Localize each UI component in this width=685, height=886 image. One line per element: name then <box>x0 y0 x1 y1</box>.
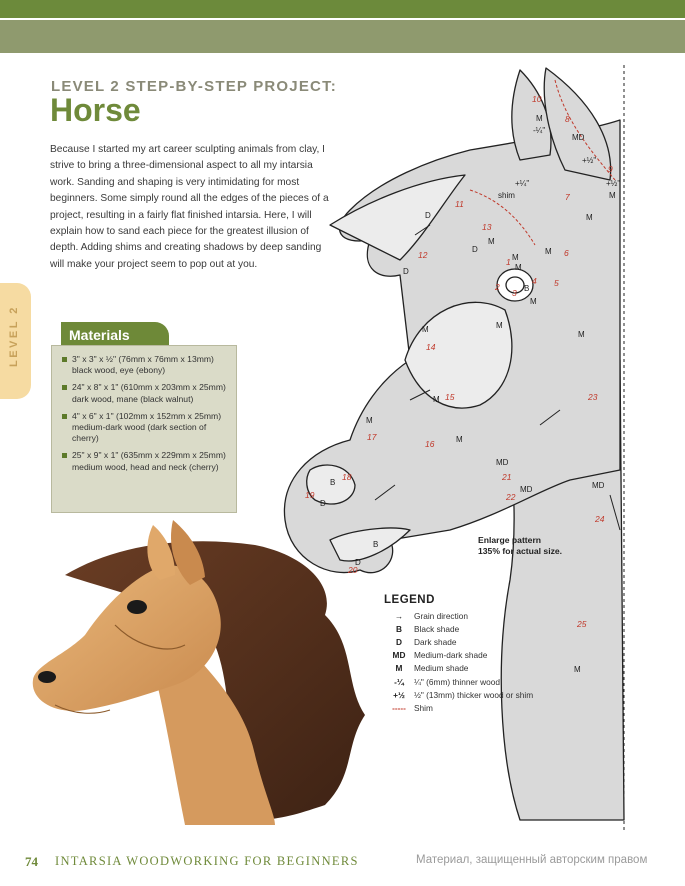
project-kicker: LEVEL 2 STEP-BY-STEP PROJECT: <box>51 78 337 95</box>
shade-mark: +½" <box>582 156 597 165</box>
legend-symbol: +½ <box>393 689 405 700</box>
piece-number: 23 <box>588 392 598 402</box>
legend-symbol: ----- <box>392 702 406 713</box>
shade-mark: B <box>330 478 336 487</box>
materials-item: 24" x 8" x 1" (610mm x 203mm x 25mm) dark wood, mane (black walnut) <box>62 382 230 404</box>
legend-symbol: → <box>394 610 404 621</box>
shade-mark: M <box>545 247 552 256</box>
piece-number: 24 <box>595 514 605 524</box>
piece-number: 20 <box>348 565 358 575</box>
piece-number: 7 <box>565 192 570 202</box>
shade-mark: M <box>515 263 522 272</box>
materials-heading: Materials <box>69 327 130 343</box>
piece-number: 22 <box>506 492 516 502</box>
side-tab-label: LEVEL 2 <box>8 305 20 367</box>
shade-mark: D <box>320 499 326 508</box>
shade-mark: M <box>456 435 463 444</box>
shade-mark: +¼" <box>515 179 530 188</box>
legend-symbol: M <box>395 663 403 674</box>
piece-number: 3 <box>512 288 517 298</box>
intro-paragraph: Because I started my art career sculpting animals from clay, I strive to bring a three-dimensional aspect to all my intarsia work. Sanding and shaping is very intimidating for most beginners. Some simply round all the edges of the pieces of a project, resulting in a fairly flat finished intarsia. Here, I will explain how to sand each piece for the greatest illusion of depth. Adding shims and creating shadows by deep sanding will make your project seem to pop out at you. <box>50 144 329 270</box>
shade-mark: M <box>574 665 581 674</box>
piece-number: 10 <box>532 94 542 104</box>
shade-mark: M <box>586 213 593 222</box>
piece-number: 12 <box>418 250 428 260</box>
page-number: 74 <box>25 854 38 869</box>
enlarge-line-1: Enlarge pattern <box>478 535 542 545</box>
legend-row <box>384 701 533 714</box>
legend-symbol: MD <box>392 650 406 661</box>
shade-mark: B <box>524 284 530 293</box>
shade-mark: M <box>488 237 495 246</box>
piece-number: 25 <box>577 619 587 629</box>
piece-number: 8 <box>565 114 570 124</box>
materials-list <box>62 354 230 473</box>
legend-row <box>384 649 533 662</box>
shade-mark: shim <box>498 191 515 200</box>
shade-mark: M <box>512 253 519 262</box>
shade-mark: D <box>425 211 431 220</box>
piece-number: 16 <box>425 439 435 449</box>
materials-item: 4" x 6" x 1" (102mm x 152mm x 25mm) medium-dark wood (dark section of cherry) <box>62 411 230 445</box>
piece-number: 17 <box>367 432 377 442</box>
enlarge-line-2: 135% for actual size. <box>478 546 563 556</box>
side-tab <box>0 283 31 399</box>
shade-mark: D <box>355 558 361 567</box>
shade-mark: MD <box>496 458 509 467</box>
legend <box>384 594 533 715</box>
piece-number: 13 <box>482 222 492 232</box>
piece-number: 1 <box>506 257 511 267</box>
legend-text: Medium-dark shade <box>414 650 488 661</box>
page-title: Horse <box>50 92 141 128</box>
legend-row <box>384 635 533 648</box>
shade-mark: D <box>472 245 478 254</box>
shade-mark: +½" <box>606 179 621 188</box>
shade-mark: M <box>609 191 616 200</box>
legend-text: Grain direction <box>414 610 468 621</box>
shade-mark: M <box>536 114 543 123</box>
materials-item: 3" x 3" x ½" (76mm x 76mm x 13mm) black wood, eye (ebony) <box>62 354 230 376</box>
piece-number: 9 <box>608 164 613 174</box>
piece-number: 5 <box>554 278 559 288</box>
piece-number: 14 <box>426 342 436 352</box>
legend-symbol: B <box>396 623 402 634</box>
shade-mark: MD <box>592 481 605 490</box>
materials-box <box>51 345 237 513</box>
shade-mark: M <box>496 321 503 330</box>
legend-text: ¼" (6mm) thinner wood <box>414 676 500 687</box>
legend-symbol: D <box>396 636 402 647</box>
piece-number: 15 <box>445 392 455 402</box>
legend-text: Dark shade <box>414 636 457 647</box>
shade-mark: M <box>530 297 537 306</box>
legend-text: ½" (13mm) thicker wood or shim <box>414 689 534 700</box>
top-band-stripe <box>0 0 685 20</box>
shade-mark: M <box>422 325 429 334</box>
piece-number: 18 <box>342 472 352 482</box>
piece-number: 4 <box>532 276 537 286</box>
shade-mark: M <box>366 416 373 425</box>
legend-row <box>384 609 533 622</box>
piece-number: 19 <box>305 490 315 500</box>
enlarge-note <box>478 535 562 557</box>
legend-symbol: -¼ <box>394 676 404 687</box>
shade-mark: B <box>373 540 379 549</box>
finished-horse-photo <box>25 515 385 835</box>
book-title: INTARSIA WOODWORKING FOR BEGINNERS <box>55 854 359 868</box>
copyright-notice: Материал, защищенный авторским правом <box>416 854 648 866</box>
piece-number: 11 <box>455 199 464 209</box>
legend-title: LEGEND <box>384 594 435 606</box>
legend-text: Black shade <box>414 623 460 634</box>
shade-mark: -¼" <box>533 126 546 135</box>
legend-text: Medium shade <box>414 663 469 674</box>
shade-mark: D <box>403 267 409 276</box>
shade-mark: MD <box>572 133 585 142</box>
piece-number: 2 <box>495 282 500 292</box>
shade-mark: M <box>578 330 585 339</box>
legend-row <box>384 622 533 635</box>
legend-row <box>384 675 533 688</box>
legend-row <box>384 688 533 701</box>
shade-mark: M <box>433 395 440 404</box>
piece-number: 21 <box>502 472 512 482</box>
page-footer <box>0 846 685 872</box>
materials-item: 25" x 9" x 1" (635mm x 229mm x 25mm) medium wood, head and neck (cherry) <box>62 450 230 472</box>
legend-text: Shim <box>414 702 433 713</box>
shade-mark: MD <box>520 485 533 494</box>
piece-number: 6 <box>564 248 569 258</box>
legend-row <box>384 662 533 675</box>
